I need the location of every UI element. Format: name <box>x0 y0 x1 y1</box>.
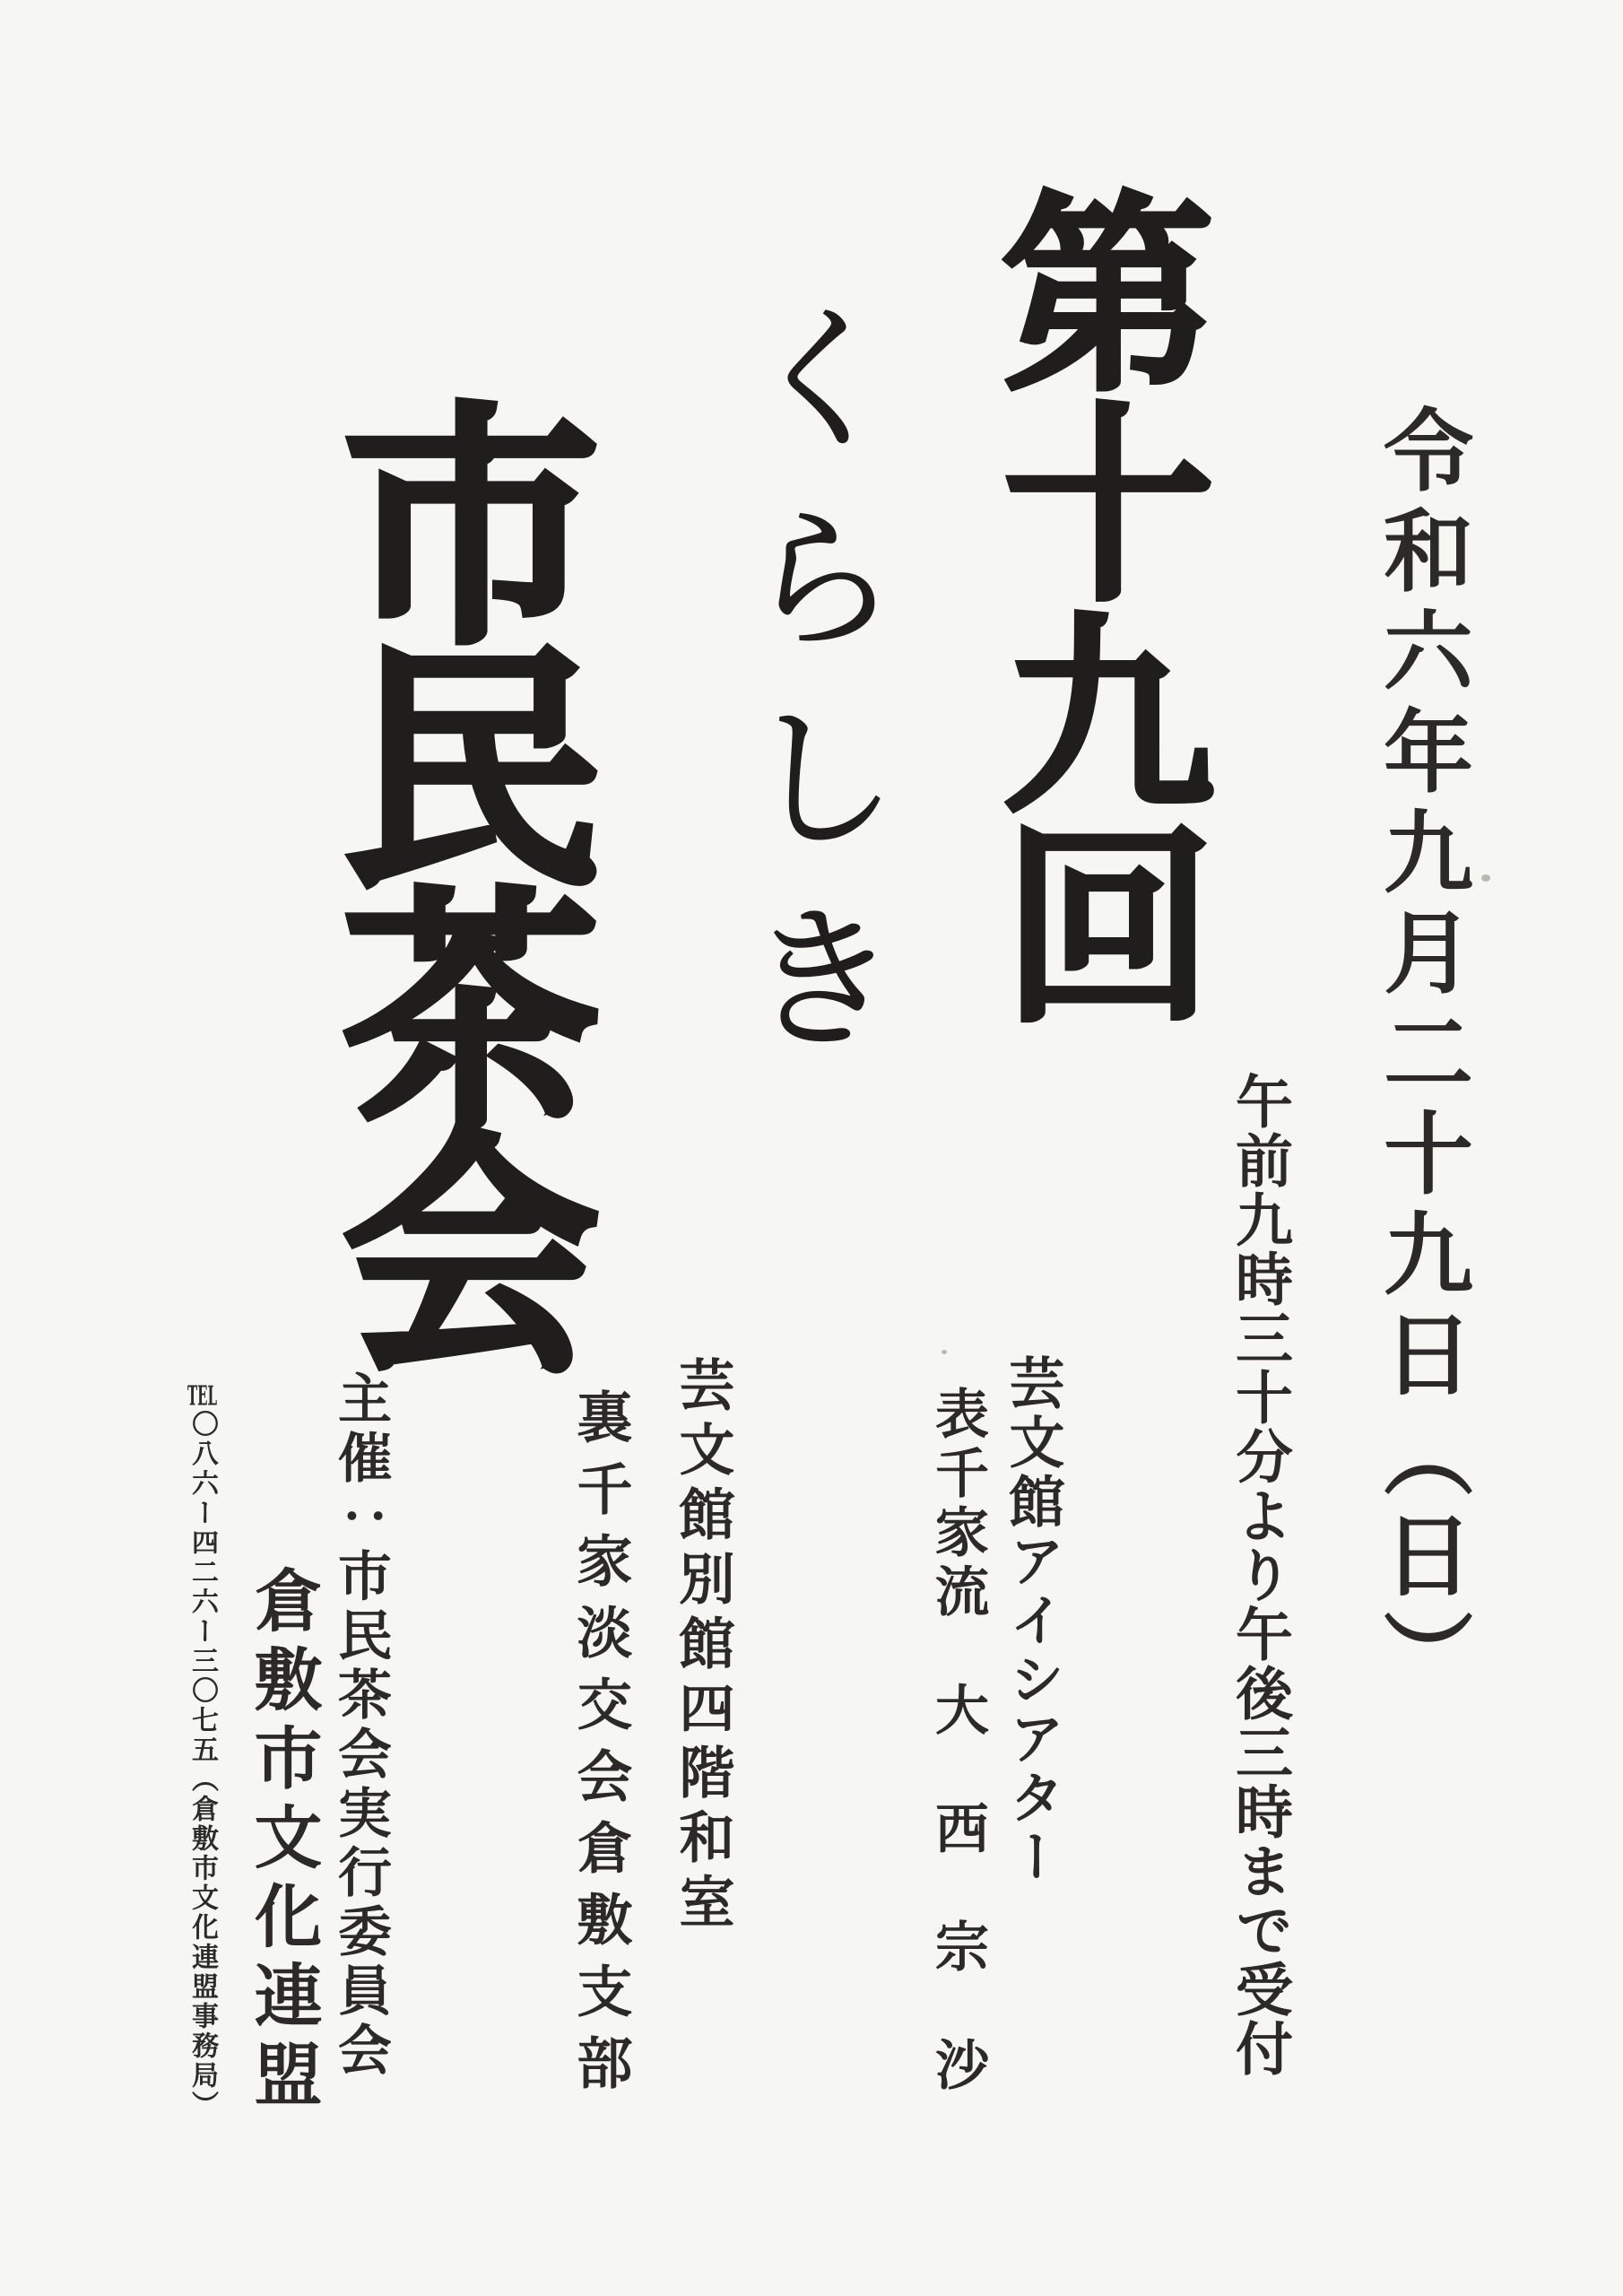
event-date: 令和六年九月二十九日（日） <box>1368 404 1474 1709</box>
title-event-name: 市民茶会 <box>300 395 601 1363</box>
venue-2-school-host: 裏千家淡交会倉敷支部 <box>568 1388 633 2106</box>
title-place-kana: くらしき <box>718 296 900 1096</box>
telephone-line <box>187 1383 218 2120</box>
venue-2-name: 芸文館別館四階和室 <box>670 1356 735 1937</box>
tel-number: 〇八六ー四二六ー三〇七五 <box>187 1410 218 1765</box>
organizer-line: 主催：市民茶会実行委員会 <box>329 1370 392 2081</box>
venue-1-school-host: 表千家流 大 西 宗 沙 <box>926 1386 989 2096</box>
venue-1-name: 芸文館アイシアター <box>1000 1354 1065 1887</box>
scan-speck <box>1481 874 1490 882</box>
organizer-federation: 倉敷市文化連盟 <box>243 1565 323 2118</box>
title-round-number: 第十九回 <box>968 184 1216 1027</box>
event-time: 午前九時三十分より午後三時まで受付 <box>1226 1072 1293 2078</box>
tel-label: TEL <box>187 1383 217 1410</box>
scan-speck <box>942 1350 947 1354</box>
tel-note: （倉敷市文化連盟事務局） <box>187 1765 218 2120</box>
